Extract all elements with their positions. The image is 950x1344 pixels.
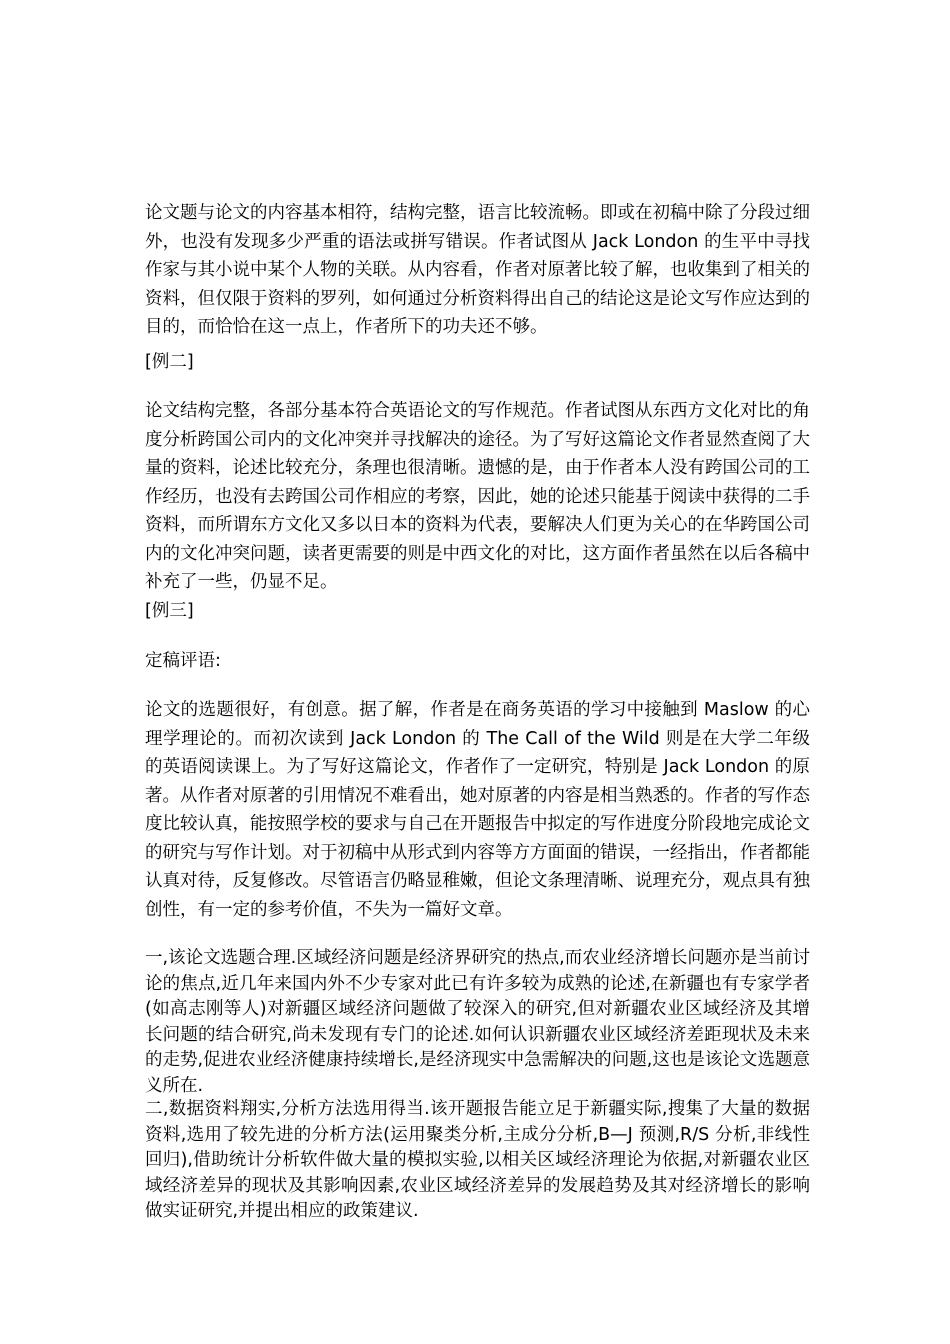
paragraph-point-two: 二,数据资料翔实,分析方法选用得当.该开题报告能立足于新疆实际,搜集了大量的数据资料,选用了较先进的分析方法(运用聚类分析,主成分分析,B—J 预测,R/S 分析,非线性回归),借助统计分析软件做大量的模拟实验,以相关区域经济理论为依据,对新疆农业区域经济差异的现状及其影响因素,农业区域经济差异的发展趋势及其对经济增长的影响做实证研究,并提出相应的政策建议. <box>145 1099 810 1221</box>
paragraph-point-one: 一,该论文选题合理.区域经济问题是经济界研究的热点,而农业经济增长问题亦是当前讨论的焦点,近几年来国内外不少专家对此已有许多较为成熟的论述,在新疆也有专家学者(如高志刚等人)对新疆区域经济问题做了较深入的研究,但对新疆农业区域经济及其增长问题的结合研究,尚未发现有专门的论述.如何认识新疆农业区域经济差距现状及未来的走势,促进农业经济健康持续增长,是经济现实中急需解决的问题,这也是该论文选题意义所在. <box>145 948 810 1096</box>
example2-label: [例二] <box>145 352 194 372</box>
paragraph-final-comment: 论文的选题很好，有创意。据了解，作者是在商务英语的学习中接触到 Maslow 的心理学理论的。而初次读到 Jack London 的 The Call of the Wild 则是在大学二年级的英语阅读课上。为了写好这篇论文，作者作了一定研究，特别是 Jack London 的原著。从作者对原著的引用情况不难看出，她对原著的内容是相当熟悉的。作者的写作态度比较认真，能按照学校的要求与自己在开题报告中拟定的写作进度分阶段地完成论文的研究与写作计划。对于初稿中从形式到内容等方方面面的错误，一经指出，作者都能认真对待，反复修改。尽管语言仍略显稚嫩，但论文条理清晰、说理充分，观点具有独创性，有一定的参考价值，不失为一篇好文章。 <box>145 700 810 920</box>
final-comment-label: 定稿评语: <box>145 651 221 671</box>
paragraph-example1-comment: 论文题与论文的内容基本相符，结构完整，语言比较流畅。即或在初稿中除了分段过细外，也没有发现多少严重的语法或拼写错误。作者试图从 Jack London 的生平中寻找作家与其小说中某个人物的关联。从内容看，作者对原著比较了解，也收集到了相关的资料，但仅限于资料的罗列，如何通过分析资料得出自己的结论这是论文写作应达到的目的，而恰恰在这一点上，作者所下的功夫还不够。 <box>145 203 810 337</box>
paragraph-example2-comment: 论文结构完整，各部分基本符合英语论文的写作规范。作者试图从东西方文化对比的角度分析跨国公司内的文化冲突并寻找解决的途径。为了写好这篇论文作者显然查阅了大量的资料，论述比较充分，条理也很清晰。遗憾的是，由于作者本人没有跨国公司的工作经历，也没有去跨国公司作相应的考察，因此，她的论述只能基于阅读中获得的二手资料，而所谓东方文化又多以日本的资料为代表，要解决人们更为关心的在华跨国公司内的文化冲突问题，读者更需要的则是中西文化的对比，这方面作者虽然在以后各稿中补充了一些，仍显不足。 <box>145 401 810 592</box>
example3-label: [例三] <box>145 601 194 621</box>
